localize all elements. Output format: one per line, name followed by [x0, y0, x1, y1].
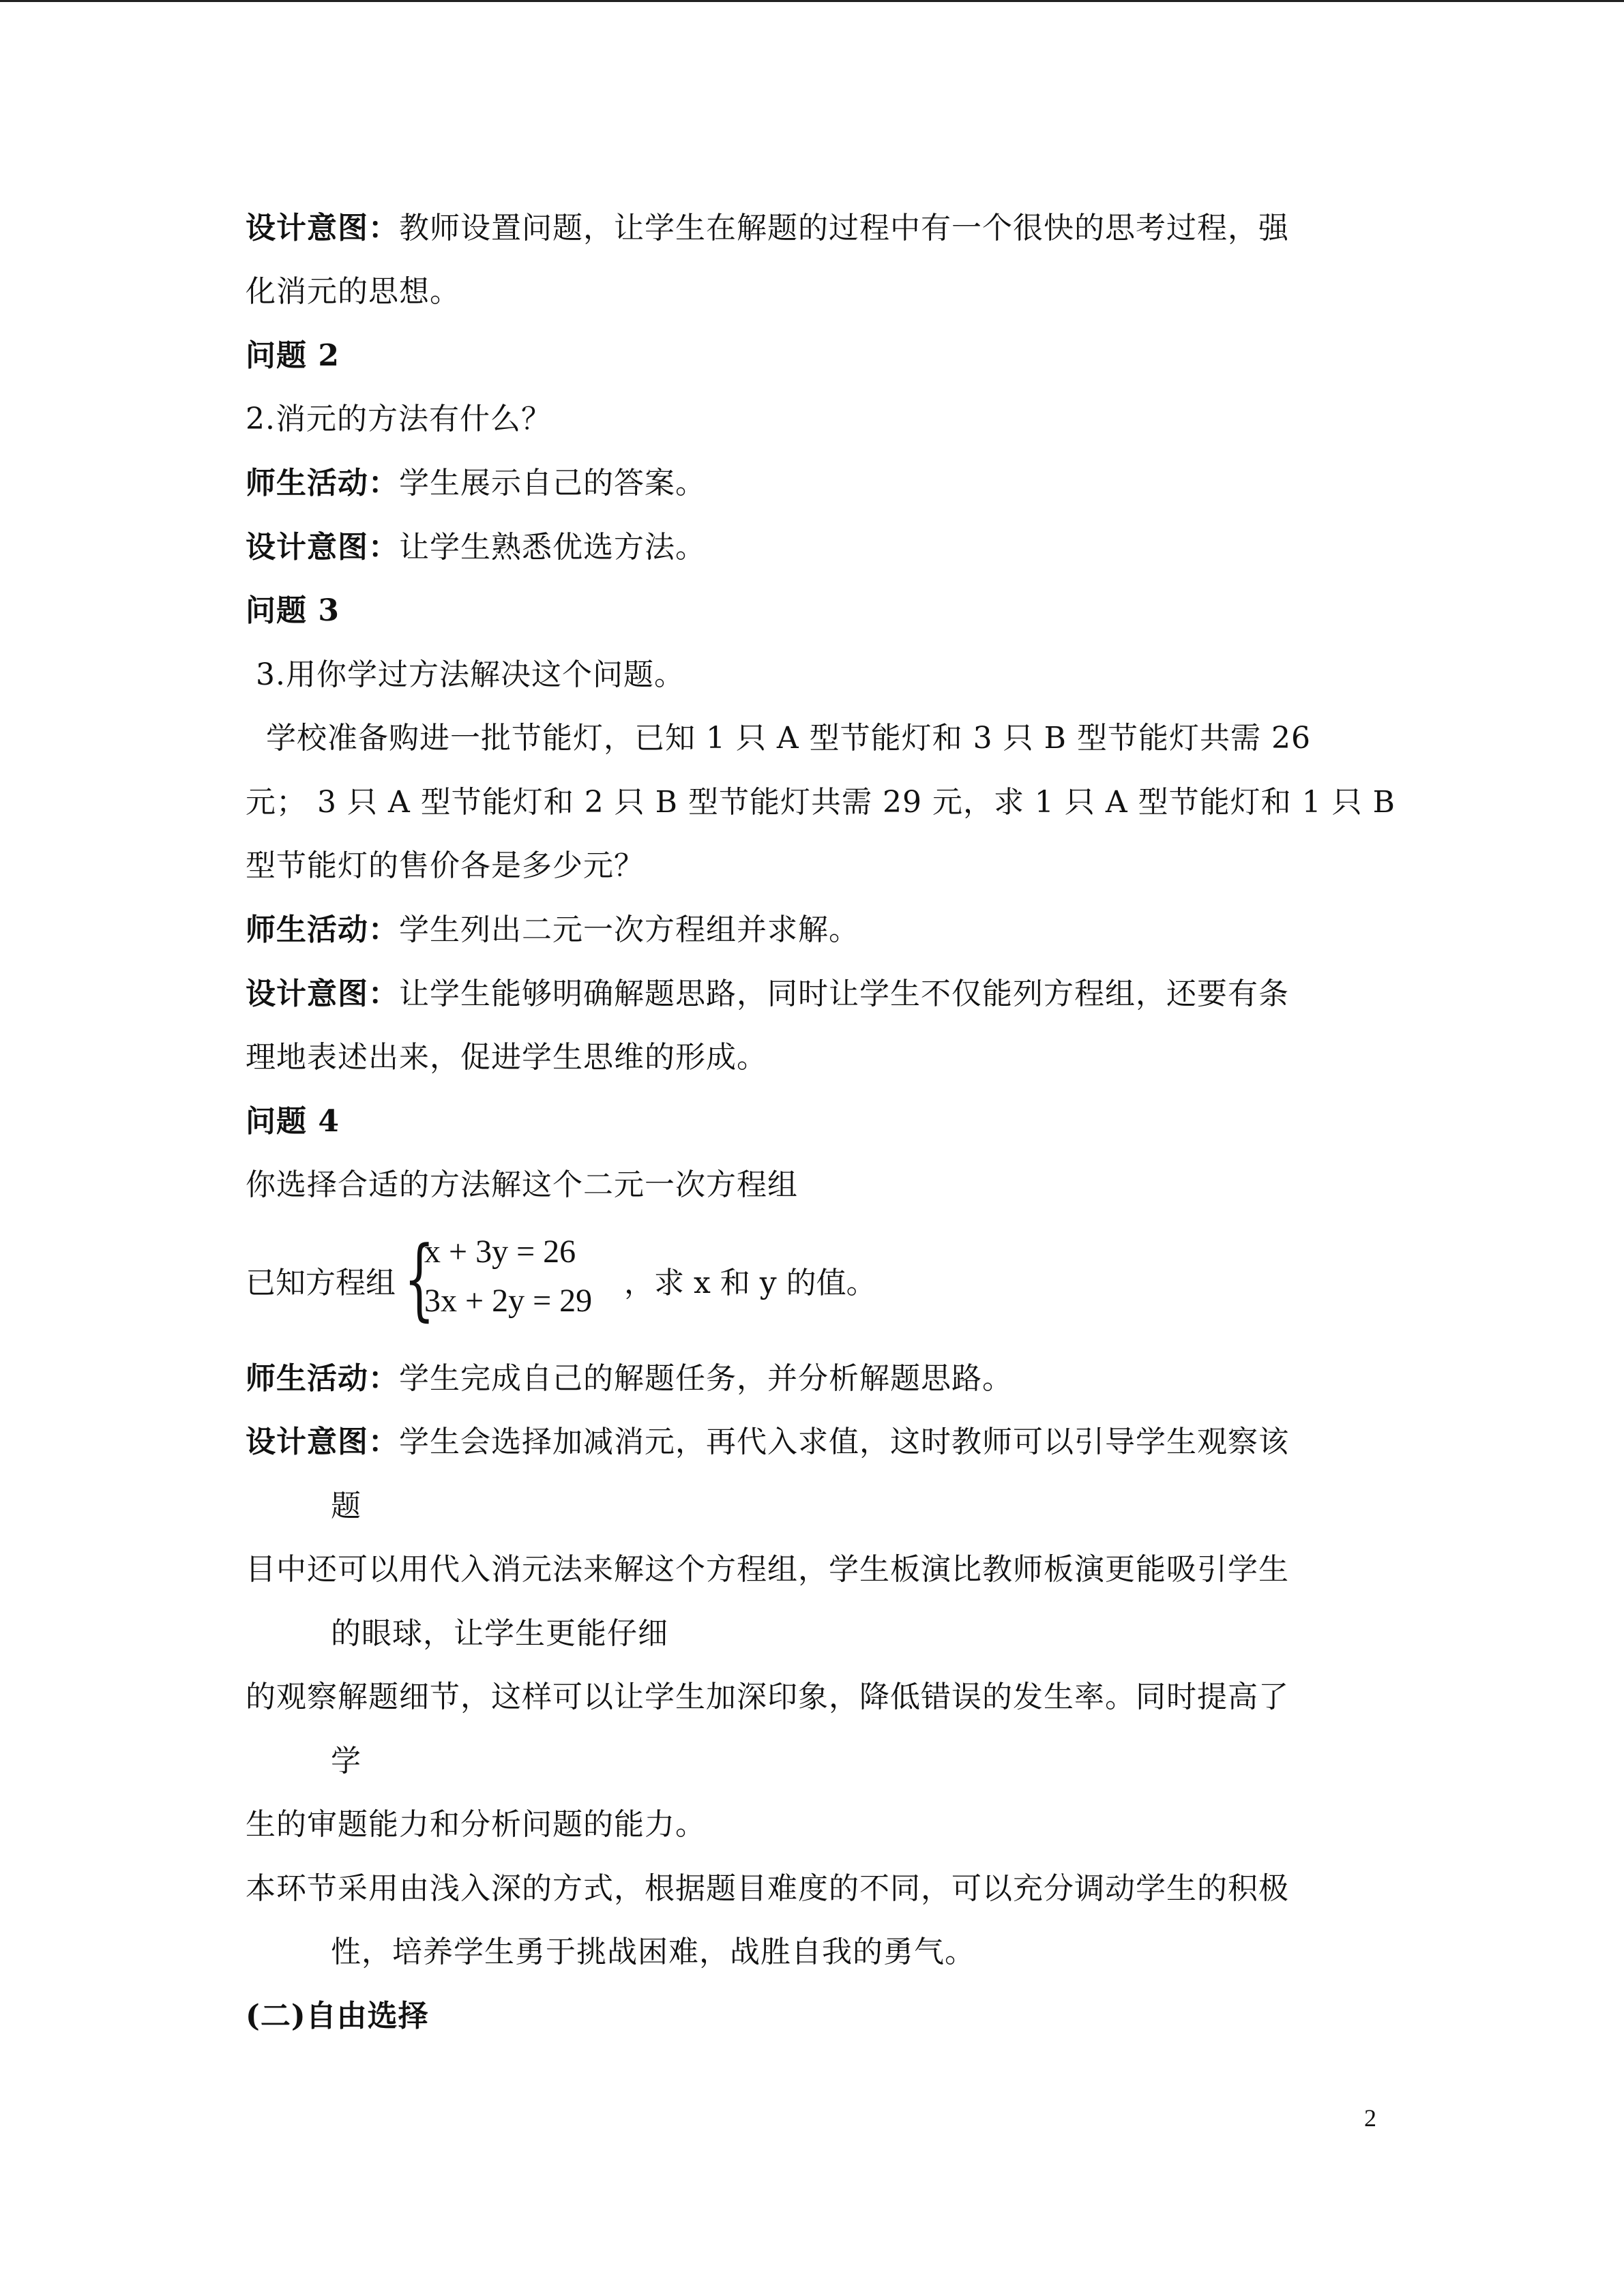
design-intent-text: 教师设置问题，让学生在解题的过程中有一个很快的思考过程，强: [399, 211, 1289, 245]
question-2-heading: 问题 2: [246, 338, 340, 373]
page-number: 2: [1364, 2104, 1376, 2132]
equation-1: x + 3y = 26: [424, 1234, 576, 1270]
activity-text: 学生完成自己的解题任务，并分析解题思路。: [399, 1361, 1013, 1396]
activity-text: 学生列出二元一次方程组并求解。: [399, 912, 859, 947]
design-intent-paragraph-1: [246, 208, 1289, 249]
question-3-activity: [246, 910, 859, 951]
question-3-intent-line-2: 理地表述出来，促进学生思维的形成。: [246, 1040, 767, 1075]
design-intent-text: 学生会选择加减消元，再代入求值，这时教师可以引导学生观察该: [399, 1425, 1289, 1459]
question-3-intent: [246, 974, 1289, 1015]
design-intent-label: 设计意图：: [246, 1425, 399, 1459]
design-intent-label: 设计意图：: [246, 976, 399, 1011]
question-4-intent-line-6: 学: [331, 1744, 361, 1778]
question-4-text: 你选择合适的方法解这个二元一次方程组: [246, 1167, 798, 1202]
question-2-text: 2.消元的方法有什么？: [246, 402, 552, 436]
equation-prefix: 已知方程组: [246, 1266, 396, 1300]
question-3-problem-line-1: 学校准备购进一批节能灯，已知 1 只 A 型节能灯和 3 只 B 型节能灯共需 26: [246, 721, 1311, 756]
question-3-text: 3.用你学过方法解决这个问题。: [246, 657, 685, 692]
equation-suffix: ，求 x 和 y 的值。: [624, 1266, 876, 1300]
design-intent-text: 让学生能够明确解题思路，同时让学生不仅能列方程组，还要有条: [399, 976, 1289, 1011]
left-brace: {: [404, 1227, 435, 1330]
question-4-intent-line-4: 的眼球，让学生更能仔细: [331, 1616, 668, 1651]
activity-label: 师生活动：: [246, 1361, 399, 1396]
question-3-problem-line-3: 型节能灯的售价各是多少元？: [246, 848, 645, 883]
summary-line-2: 性，培养学生勇于挑战困难，战胜自我的勇气。: [331, 1935, 975, 1969]
activity-label: 师生活动：: [246, 912, 399, 947]
design-intent-label: 设计意图：: [246, 530, 399, 565]
question-3-heading: 问题 3: [246, 593, 340, 628]
top-border-line: [0, 0, 1624, 2]
question-3-problem-line-2: 元； 3 只 A 型节能灯和 2 只 B 型节能灯共需 29 元，求 1 只 A 型节能灯和 1 只 B: [246, 785, 1396, 820]
design-intent-line-2: 化消元的思想。: [246, 274, 460, 309]
question-4-intent: [246, 1422, 1289, 1463]
section-heading: (二)自由选择: [246, 1999, 429, 2033]
question-2-activity: [246, 463, 706, 504]
question-4-activity: [246, 1358, 1013, 1399]
activity-label: 师生活动：: [246, 466, 399, 501]
design-intent-label: 设计意图：: [246, 211, 399, 245]
question-2-intent: [246, 527, 706, 568]
equation-2: 3x + 2y = 29: [424, 1283, 593, 1319]
question-4-heading: 问题 4: [246, 1104, 340, 1139]
question-4-intent-line-5: 的观察解题细节，这样可以让学生加深印象，降低错误的发生率。同时提高了: [246, 1680, 1289, 1714]
design-intent-text: 让学生熟悉优选方法。: [399, 530, 706, 565]
question-4-intent-line-2: 题: [331, 1489, 361, 1523]
summary-line-1: 本环节采用由浅入深的方式，根据题目难度的不同，可以充分调动学生的积极: [246, 1871, 1289, 1906]
question-4-intent-line-3: 目中还可以用代入消元法来解这个方程组，学生板演比教师板演更能吸引学生: [246, 1552, 1289, 1587]
activity-text: 学生展示自己的答案。: [399, 466, 706, 501]
question-4-intent-line-7: 生的审题能力和分析问题的能力。: [246, 1807, 706, 1842]
